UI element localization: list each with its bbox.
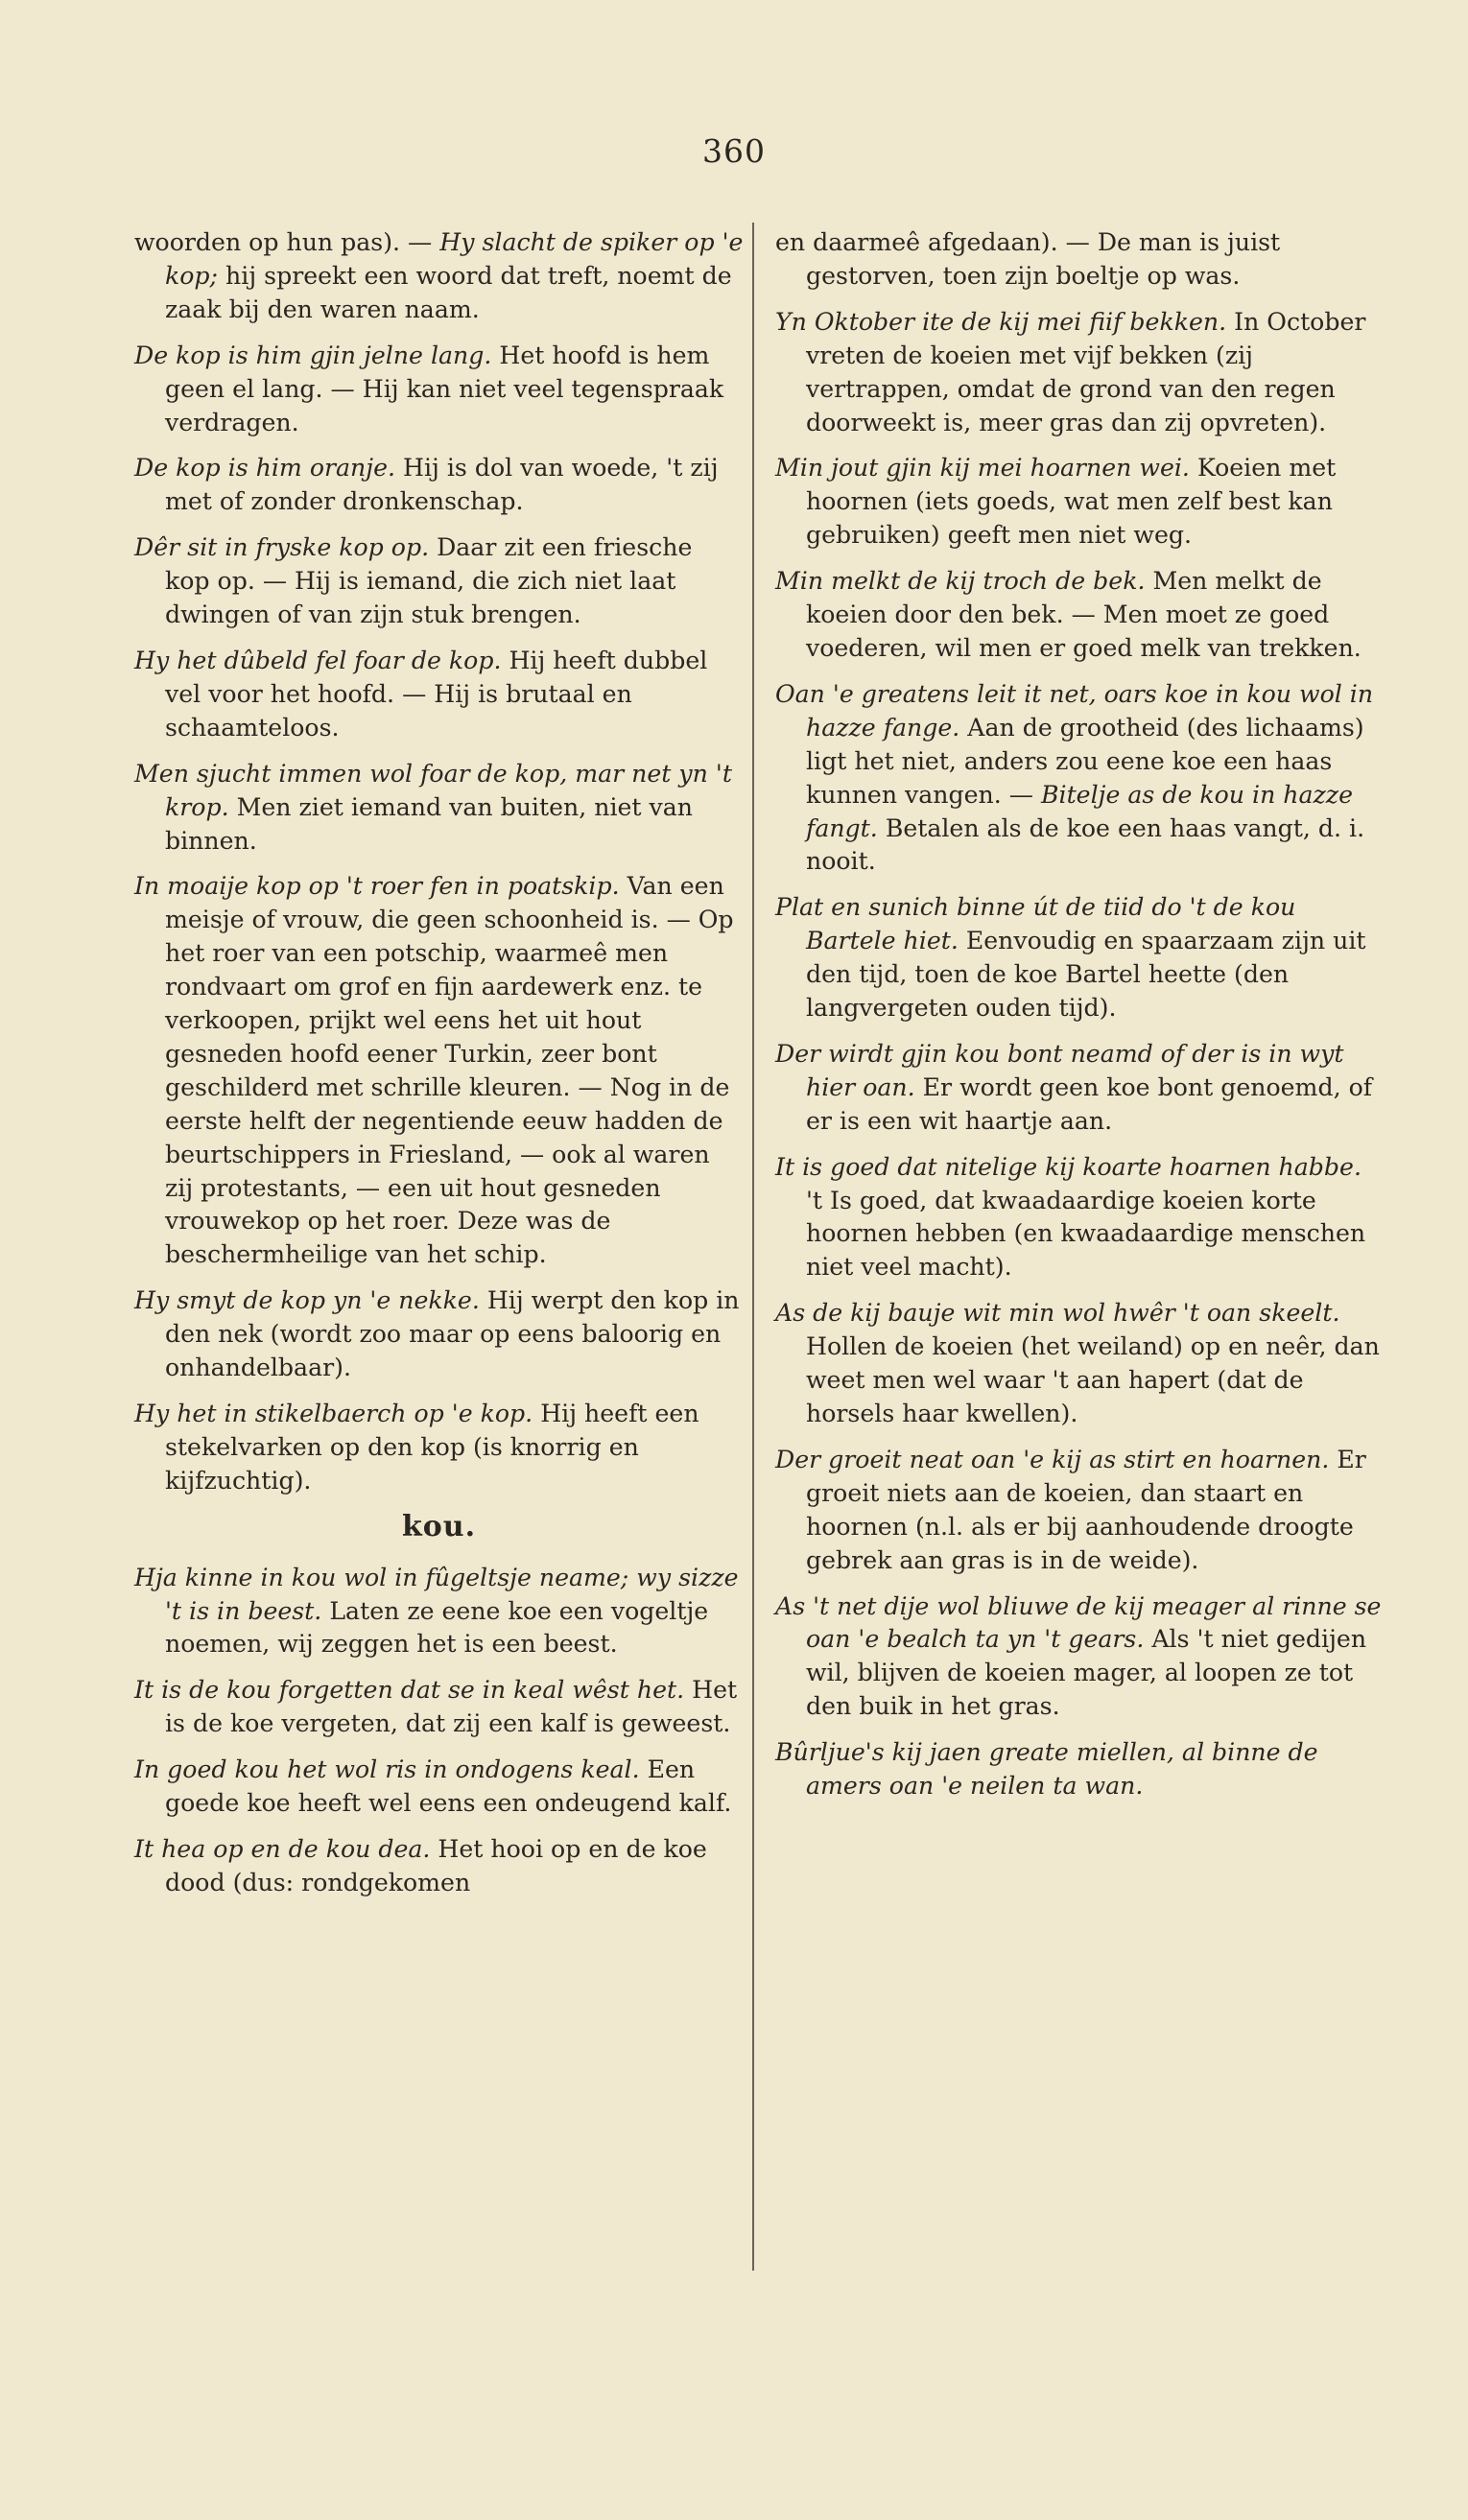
entry-text: en daarmeê afgedaan). — De man is juist gestorven, toen zijn boeltje op was. <box>775 228 1281 290</box>
entry-text: Hij is dol van woede, 't zij met of zonder dronkenschap. <box>165 454 719 516</box>
dictionary-entry <box>134 452 744 519</box>
dictionary-entry <box>775 1444 1385 1578</box>
continued-text <box>134 226 744 327</box>
entry-headword: Oan 'e greatens leit it net, oars koe in kou wol in hazze fange. <box>775 679 1374 742</box>
entry-text: Het hoofd is hem geen el lang. — Hij kan niet veel tegenspraak verdragen. <box>165 341 724 436</box>
dictionary-entry <box>134 870 744 1272</box>
dictionary-entry <box>775 1151 1385 1285</box>
dictionary-entry <box>775 891 1385 1025</box>
continued-text <box>775 226 1385 294</box>
entry-text: Hij heeft dubbel vel voor het hoofd. — Hij is brutaal en schaamteloos. <box>165 646 708 742</box>
dictionary-entry <box>134 340 744 440</box>
dictionary-entry <box>134 531 744 632</box>
entry-headword: De kop is him oranje. <box>134 454 395 483</box>
dictionary-entry <box>775 1038 1385 1139</box>
entry-text: woorden op hun pas). — <box>134 228 440 256</box>
entry-text: Er groeit niets aan de koeien, dan staart en hoornen (n.l. als er bij aanhoudende droogte gebrek aan gras is in de weide). <box>806 1445 1366 1574</box>
entry-text: hij spreekt een woord dat treft, noemt de zaak bij den waren naam. <box>165 261 732 323</box>
entry-text: Aan de grootheid (des lichaams) ligt het niet, anders zou eene koe een haas kunnen vangen. — <box>806 713 1364 809</box>
entry-headword: It hea op en de kou dea. <box>134 1834 431 1863</box>
entry-text: In October vreten de koeien met vijf bekken (zij vertrappen, omdat de grond van den regen doorweekt is, meer gras dan zij opvreten). <box>806 307 1366 436</box>
entry-text: 't Is goed, dat kwaadaardige koeien korte hoornen hebben (en kwaadaardige menschen niet veel macht). <box>806 1186 1366 1282</box>
right-column <box>775 226 1385 1816</box>
entry-text: Een goede koe heeft wel eens een ondeugend kalf. <box>165 1755 732 1818</box>
entry-headword: Hy smyt de kop yn 'e nekke. <box>134 1286 480 1315</box>
entry-text: Er wordt geen koe bont genoemd, of er is een wit haartje aan. <box>806 1072 1373 1135</box>
dictionary-entry <box>134 1398 744 1498</box>
entry-text: Hij werpt den kop in den nek (wordt zoo maar op eens baloorig en onhandelbaar). <box>165 1286 740 1382</box>
entry-text: Hij heeft een stekelvarken op den kop (is knorrig en kijfzuchtig). <box>165 1400 699 1495</box>
entry-text: Van een meisje of vrouw, die geen schoonheid is. — Op het roer van een potschip, waarmeê men rondvaart om grof en fijn aardewerk enz. te verkoopen, prijkt wel eens het uit hout gesneden hoofd eener Turkin, zeer bont geschilderd met schrille kleuren. — Nog in de eerste helft der negentiende eeuw hadden de beurtschippers in Friesland, — ook al waren zij protestants, — een uit hout gesneden vrouwekop op het roer. Deze was de beschermheilige van het schip. <box>165 872 734 1269</box>
entry-text: Betalen als de koe een haas vangt, d. i. nooit. <box>806 813 1365 876</box>
dictionary-entry <box>775 1736 1385 1803</box>
entry-headword: Der groeit neat oan 'e kij as stirt en hoarnen. <box>775 1445 1330 1473</box>
entry-text: Men melkt de koeien door den bek. — Men moet ze goed voederen, wil men er goed melk van trekken. <box>806 567 1361 662</box>
entry-headword: Men sjucht immen wol foar de kop, mar net yn 't krop. <box>134 759 732 821</box>
entry-text: Eenvoudig en spaarzaam zijn uit den tijd, toen de koe Bartel heette (den langvergeten ouden tijd). <box>806 927 1366 1023</box>
dictionary-entry <box>134 645 744 745</box>
entry-headword: Min melkt de kij troch de bek. <box>775 567 1146 596</box>
entry-headword: It is goed dat nitelige kij koarte hoarnen habbe. <box>775 1152 1361 1181</box>
dictionary-entry <box>775 1297 1385 1431</box>
dictionary-entry <box>134 1562 744 1662</box>
entry-headword: Dêr sit in fryske kop op. <box>134 533 430 562</box>
section-heading: kou. <box>401 1509 477 1543</box>
entry-headword: Biteljе as de kou in hazze fangt. <box>806 780 1353 842</box>
entry-headword: Yn Oktober ite de kij mei fiif bekken. <box>775 307 1227 336</box>
entry-headword: As de kij bauje wit min wol hwêr 't oan skeelt. <box>775 1299 1340 1328</box>
entry-headword: De kop is him gjin jelne lang. <box>134 341 492 369</box>
entry-text: Als 't niet gedijen wil, blijven de koeien mager, al loopen ze tot den buik in het gras. <box>806 1625 1367 1721</box>
entry-headword: Plat en sunich binne út de tiid do 't de kou Bartele hiet. <box>775 893 1296 955</box>
entry-headword: As 't net dije wol bliuwe de kij meager al rinne se oan 'e bealch ta yn 't gears. <box>775 1591 1382 1654</box>
entry-text: Laten ze eene koe een vogeltje noemen, wij zeggen het is een beest. <box>165 1596 709 1659</box>
entry-headword: Bûrljue's kij jaen greate miellen, al binne de amers oan 'e neilen ta wan. <box>775 1738 1318 1801</box>
dictionary-entry <box>775 1590 1385 1725</box>
entry-text: Hollen de koeien (het weiland) op en neêr, dan weet men wel waar 't aan hapert (dat de horsels haar kwellen). <box>806 1332 1380 1427</box>
entry-headword: Min jout gjin kij mei hoarnen wei. <box>775 454 1190 483</box>
dictionary-entry <box>775 565 1385 666</box>
dictionary-entry <box>134 1754 744 1821</box>
dictionary-entry <box>775 306 1385 440</box>
entry-text: Daar zit een friesche kop op. — Hij is iemand, die zich niet laat dwingen of van zijn stuk brengen. <box>165 533 693 629</box>
column-divider <box>752 223 754 2271</box>
page-number: 360 <box>702 132 766 170</box>
dictionary-entry <box>775 678 1385 879</box>
dictionary-entry <box>134 1833 744 1900</box>
dictionary-entry <box>134 758 744 859</box>
dictionary-entry <box>134 1284 744 1385</box>
entry-headword: It is de kou forgetten dat se in keal wêst het. <box>134 1676 685 1705</box>
entry-headword: Hy het dûbeld fel foar de kop. <box>134 646 502 674</box>
entry-headword: In goed kou het wol ris in ondogens keal. <box>134 1755 640 1784</box>
entry-headword: Hy het in stikelbaerch op 'e kop. <box>134 1400 533 1427</box>
dictionary-entry <box>134 1674 744 1741</box>
entry-text: Het hooi op en de koe dood (dus: rondgekomen <box>165 1834 707 1896</box>
entry-headword: Hja kinne in kou wol in fûgeltsje neame; wy sizze 't is in beest. <box>134 1563 739 1625</box>
entry-headword: In moaije kop op 't roer fen in poatskip. <box>134 872 620 901</box>
left-column <box>134 226 744 1913</box>
entry-text: Men ziet iemand van buiten, niet van binnen. <box>165 792 694 855</box>
entry-headword: Der wirdt gjin kou bont neamd of der is in wyt hier oan. <box>775 1039 1344 1101</box>
dictionary-entry <box>775 452 1385 553</box>
entry-text: Koeien met hoornen (iets goeds, wat men zelf best kan gebruiken) geeft men niet weg. <box>806 454 1337 550</box>
entry-text: Het is de koe vergeten, dat zij een kalf is geweest. <box>165 1676 738 1738</box>
entry-headword: Hy slacht de spiker op 'e kop; <box>165 228 744 290</box>
